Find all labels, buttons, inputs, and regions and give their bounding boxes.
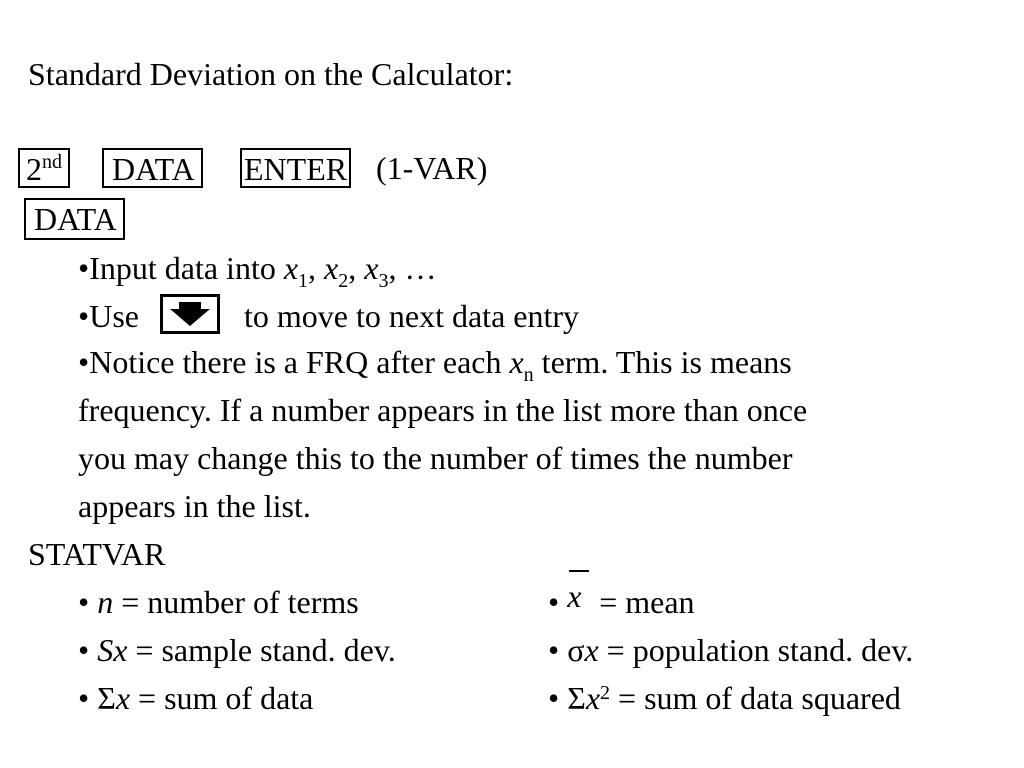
- second-key-label: 2: [26, 151, 42, 187]
- stat-n: [78, 582, 359, 622]
- stat-n-desc: = number of terms: [113, 584, 359, 620]
- stat-sx-desc: = sample stand. dev.: [127, 632, 396, 668]
- down-arrow-glyph: [163, 297, 217, 331]
- x-symbol: x: [364, 250, 379, 286]
- data-key: DATA: [102, 148, 203, 188]
- stat-sigma-x: [548, 630, 913, 670]
- stat-sum-x-desc: = sum of data: [130, 680, 314, 716]
- bullet: •: [78, 680, 98, 716]
- x-symbol: x: [585, 680, 601, 716]
- notice-line-3: you may change this to the number of times the number: [78, 440, 793, 476]
- lower-sigma-symbol: σ: [567, 632, 585, 668]
- down-arrow-icon: [160, 294, 220, 334]
- sx-symbol: Sx: [97, 632, 128, 668]
- sigma-symbol: Σ: [567, 680, 586, 716]
- bullet: •: [78, 584, 98, 620]
- sub-1: 1: [298, 270, 309, 292]
- notice-line-4: appears in the list.: [78, 488, 311, 524]
- bullet: •: [548, 584, 568, 620]
- sub-n: n: [523, 364, 534, 386]
- bullet: •: [78, 632, 98, 668]
- second-key-sup: nd: [42, 151, 62, 173]
- stat-sum-x-squared-desc: = sum of data squared: [610, 680, 901, 716]
- squared-sup: 2: [600, 682, 611, 704]
- one-var-label: (1-VAR): [376, 150, 488, 186]
- statvar-heading: STATVAR: [28, 536, 166, 572]
- ellipsis: , …: [388, 250, 437, 286]
- sub-3: 3: [378, 270, 389, 292]
- stat-mean: [548, 578, 695, 622]
- sub-2: 2: [338, 270, 349, 292]
- stat-mean-desc: = mean: [599, 584, 695, 620]
- x-bar-symbol: x: [567, 578, 582, 614]
- stat-sigma-x-desc: = population stand. dev.: [598, 632, 914, 668]
- stat-sum-x-squared: [548, 678, 901, 723]
- notice-text-a: •Notice there is a FRQ after each: [78, 344, 510, 380]
- stat-sx: [78, 630, 396, 670]
- x-symbol: x: [324, 250, 339, 286]
- x-bar-overline: [569, 570, 589, 572]
- bullet: •: [548, 680, 568, 716]
- use-bullet-prefix: •Use: [78, 298, 139, 334]
- stat-sum-x: [78, 678, 313, 718]
- comma-1: ,: [308, 250, 325, 286]
- x-symbol: x: [115, 680, 131, 716]
- enter-key: ENTER: [240, 148, 351, 188]
- page-title: Standard Deviation on the Calculator:: [28, 56, 514, 92]
- notice-text-b: term. This is means: [533, 344, 792, 380]
- x-symbol: x: [509, 344, 524, 380]
- x-symbol: x: [283, 250, 299, 286]
- use-bullet-suffix: to move to next data entry: [244, 298, 580, 334]
- bullet: •: [548, 632, 568, 668]
- comma-2: ,: [348, 250, 365, 286]
- notice-line-2: frequency. If a number appears in the list more than once: [78, 392, 808, 428]
- sigma-symbol: Σ: [97, 680, 116, 716]
- n-symbol: n: [97, 584, 114, 620]
- data-key-2: DATA: [24, 198, 125, 240]
- input-data-bullet: [78, 248, 436, 293]
- second-key: [18, 148, 70, 188]
- input-data-text: •Input data into: [78, 250, 284, 286]
- x-symbol: x: [584, 632, 599, 668]
- notice-line-1: [78, 342, 792, 387]
